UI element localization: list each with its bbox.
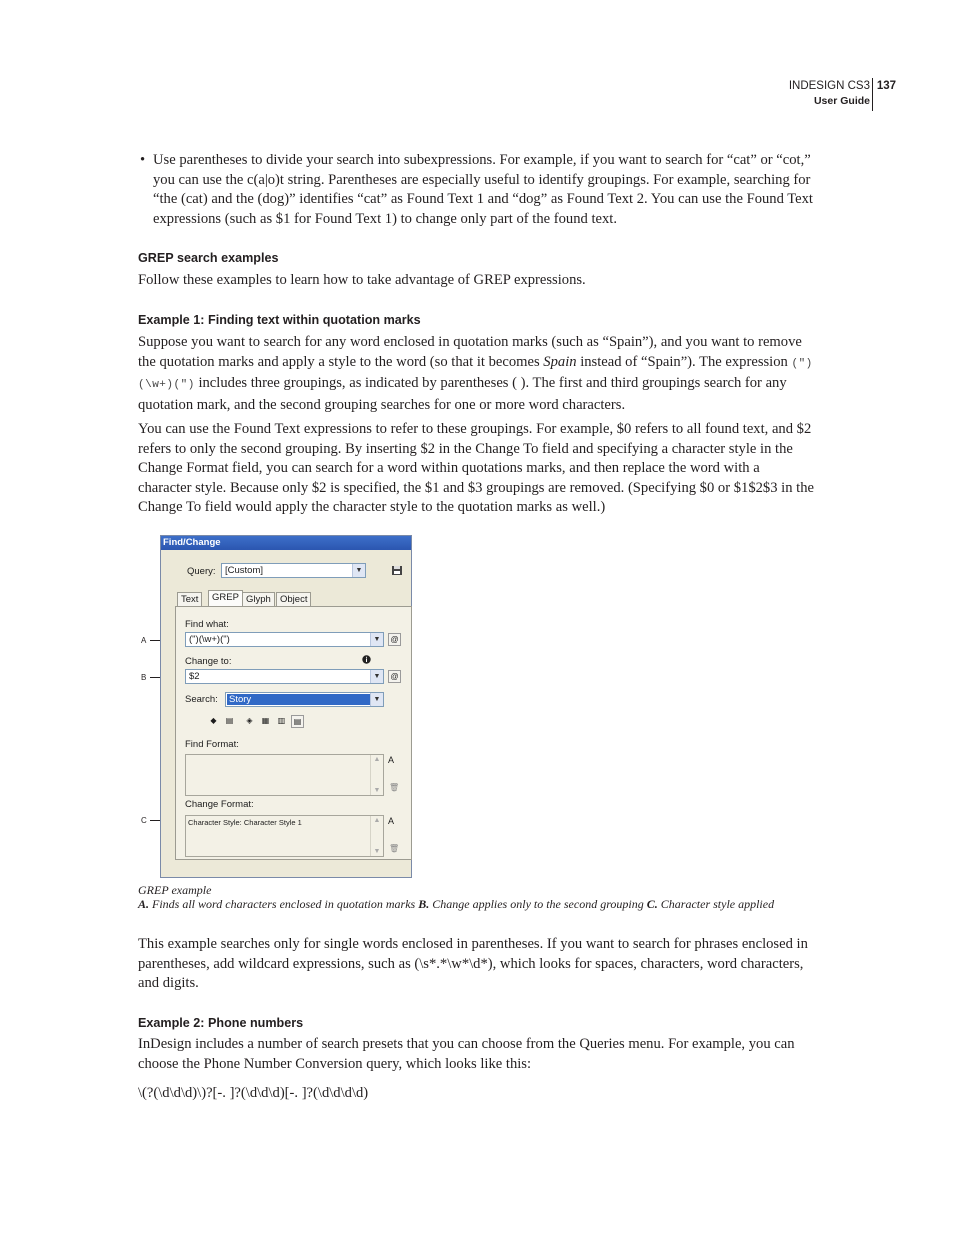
tab-object[interactable]: Object (276, 592, 311, 606)
search-label: Search: (185, 694, 218, 705)
scroll-up-icon: ▲ (373, 756, 381, 763)
after-figure-paragraph: This example searches only for single words enclosed in parentheses. If you want to search for phrases enclosed in parentheses, add wildcard expressions, such as (\s*.*\w*\d*), which looks for spaces, characters, word characters, and digits. (138, 936, 808, 992)
info-icon (362, 655, 371, 664)
page-number: 137 (872, 78, 896, 111)
figure-caption-legend (138, 897, 838, 911)
callout-a: A (141, 636, 147, 645)
callout-c: C (141, 816, 147, 825)
change-format-label: Change Format: (185, 799, 254, 810)
caption-a-text: Finds all word characters enclosed in quotation marks (149, 897, 419, 911)
running-header (788, 78, 896, 109)
example1-inline-code: (")(\w+)(") (138, 357, 813, 392)
save-query-icon[interactable] (391, 564, 404, 576)
section-heading: GREP search examples (138, 251, 279, 265)
include-locked-stories-icon[interactable]: ▤ (225, 716, 234, 725)
example1-paragraph-2: You can use the Found Text expressions to refer to these groupings. For example, $0 refers to all found text, and $2 refers to only the second grouping. By inserting $2 in the Change To field and specifying a character style in the Change Format field, you can search for a word within quotations marks, and then replace the word with a character style. Because only $2 is specified, the $1 and $3 groupings are removed. (Specifying $0 or $1$2$3 in the Change To field would apply the character style to the quotation marks as well.) (138, 421, 814, 516)
example1-p1-italic: Spain (543, 353, 577, 370)
find-format-label: Find Format: (185, 739, 239, 750)
tab-text[interactable]: Text (177, 592, 202, 606)
figure-caption-title: GREP example (138, 883, 212, 897)
find-what-value: (")(\w+)(") (189, 634, 230, 645)
search-value: Story (227, 694, 370, 705)
change-format-box[interactable] (185, 815, 384, 857)
change-to-label: Change to: (185, 656, 232, 667)
bullet-text: Use parentheses to divide your search into subexpressions. For example, if you want to search for “cat” or “cot,” you can use the c(a|o)t string. Parentheses are especially useful to identify groupings. For example, searching for “the (cat) and the (dog)” identifies “cat” as Found Text 1 and “dog” as Found Text 2. You can use the Found Text expressions (such as $1 for Found Text 1) to change only part of the found text. (153, 152, 813, 227)
caption-a-label: A. (138, 897, 150, 911)
tab-glyph[interactable]: Glyph (242, 592, 275, 606)
find-format-scrollbar[interactable] (370, 755, 383, 795)
dialog-titlebar: Find/Change (161, 536, 411, 550)
find-what-label: Find what: (185, 619, 229, 630)
find-change-dialog (160, 535, 412, 878)
example2-heading: Example 2: Phone numbers (138, 1016, 304, 1030)
example1-heading: Example 1: Finding text within quotation marks (138, 313, 421, 327)
special-characters-icon[interactable]: @ (388, 670, 401, 683)
scroll-down-icon: ▼ (373, 787, 381, 794)
query-dropdown[interactable] (221, 563, 366, 578)
phone-number-expression: \(?(\d\d\d)\)?[-. ]?(\d\d\d)[-. ]?(\d\d\d\d) (138, 1085, 369, 1101)
header-guide: User Guide (813, 95, 870, 107)
caption-c-label: C. (646, 897, 658, 911)
chevron-down-icon: ▼ (352, 564, 365, 577)
search-options-row (207, 715, 304, 728)
special-characters-icon[interactable]: @ (388, 633, 401, 646)
caption-c-text: Character style applied (657, 897, 775, 911)
example1-p1-part-a: Suppose you want to search for any word enclosed in quotation marks (such as “Spain”), and you want to remove the quotation marks and apply a style to the word (so that it becomes (138, 334, 802, 370)
example2-paragraph: InDesign includes a number of search presets that you can choose from the Queries menu. For example, you can choose the Phone Number Conversion query, which looks like this: (138, 1036, 795, 1072)
change-to-value: $2 (189, 671, 200, 682)
change-to-input[interactable] (185, 669, 384, 684)
clear-find-format-icon[interactable]: 🗑 (389, 783, 400, 792)
bullet-dot: • (140, 152, 146, 168)
scroll-up-icon: ▲ (373, 817, 381, 824)
query-label: Query: (187, 566, 216, 577)
callout-b: B (141, 673, 147, 682)
header-product: INDESIGN CS3 (788, 80, 870, 92)
bullet-item (138, 151, 816, 229)
include-hidden-layers-icon[interactable]: ◈ (246, 716, 253, 725)
change-format-value: Character Style: Character Style 1 (188, 818, 302, 827)
example1-p1-part-b: instead of “Spain”). The expression (576, 353, 792, 370)
search-dropdown[interactable] (225, 692, 384, 707)
example1-paragraph-1 (138, 333, 816, 415)
example1-p1-part-c: includes three groupings, as indicated by parentheses ( ). The first and third groupings search for any quotation mark, and the second grouping searches for one or more word characters. (138, 375, 787, 413)
tab-grep[interactable]: GREP (208, 590, 243, 607)
query-value: [Custom] (225, 565, 264, 576)
specify-find-format-icon[interactable]: A (388, 755, 395, 765)
include-master-pages-icon[interactable]: ▦ (261, 716, 270, 725)
find-what-input[interactable] (185, 632, 384, 647)
include-footnotes-toggle-icon[interactable]: ▤ (291, 715, 304, 728)
specify-change-format-icon[interactable]: A (388, 816, 395, 826)
chevron-down-icon: ▼ (370, 633, 383, 646)
chevron-down-icon: ▼ (370, 670, 383, 683)
change-format-scrollbar[interactable] (370, 816, 383, 856)
find-format-box[interactable] (185, 754, 384, 796)
include-locked-layers-icon[interactable]: ◆ (210, 716, 217, 725)
clear-change-format-icon[interactable]: 🗑 (389, 844, 400, 853)
chevron-down-icon: ▼ (370, 693, 383, 706)
caption-b-text: Change applies only to the second grouping (429, 897, 647, 911)
caption-b-label: B. (418, 897, 430, 911)
scroll-down-icon: ▼ (373, 848, 381, 855)
section-intro: Follow these examples to learn how to take advantage of GREP expressions. (138, 272, 586, 288)
include-footnotes-icon[interactable]: ▥ (277, 716, 286, 725)
